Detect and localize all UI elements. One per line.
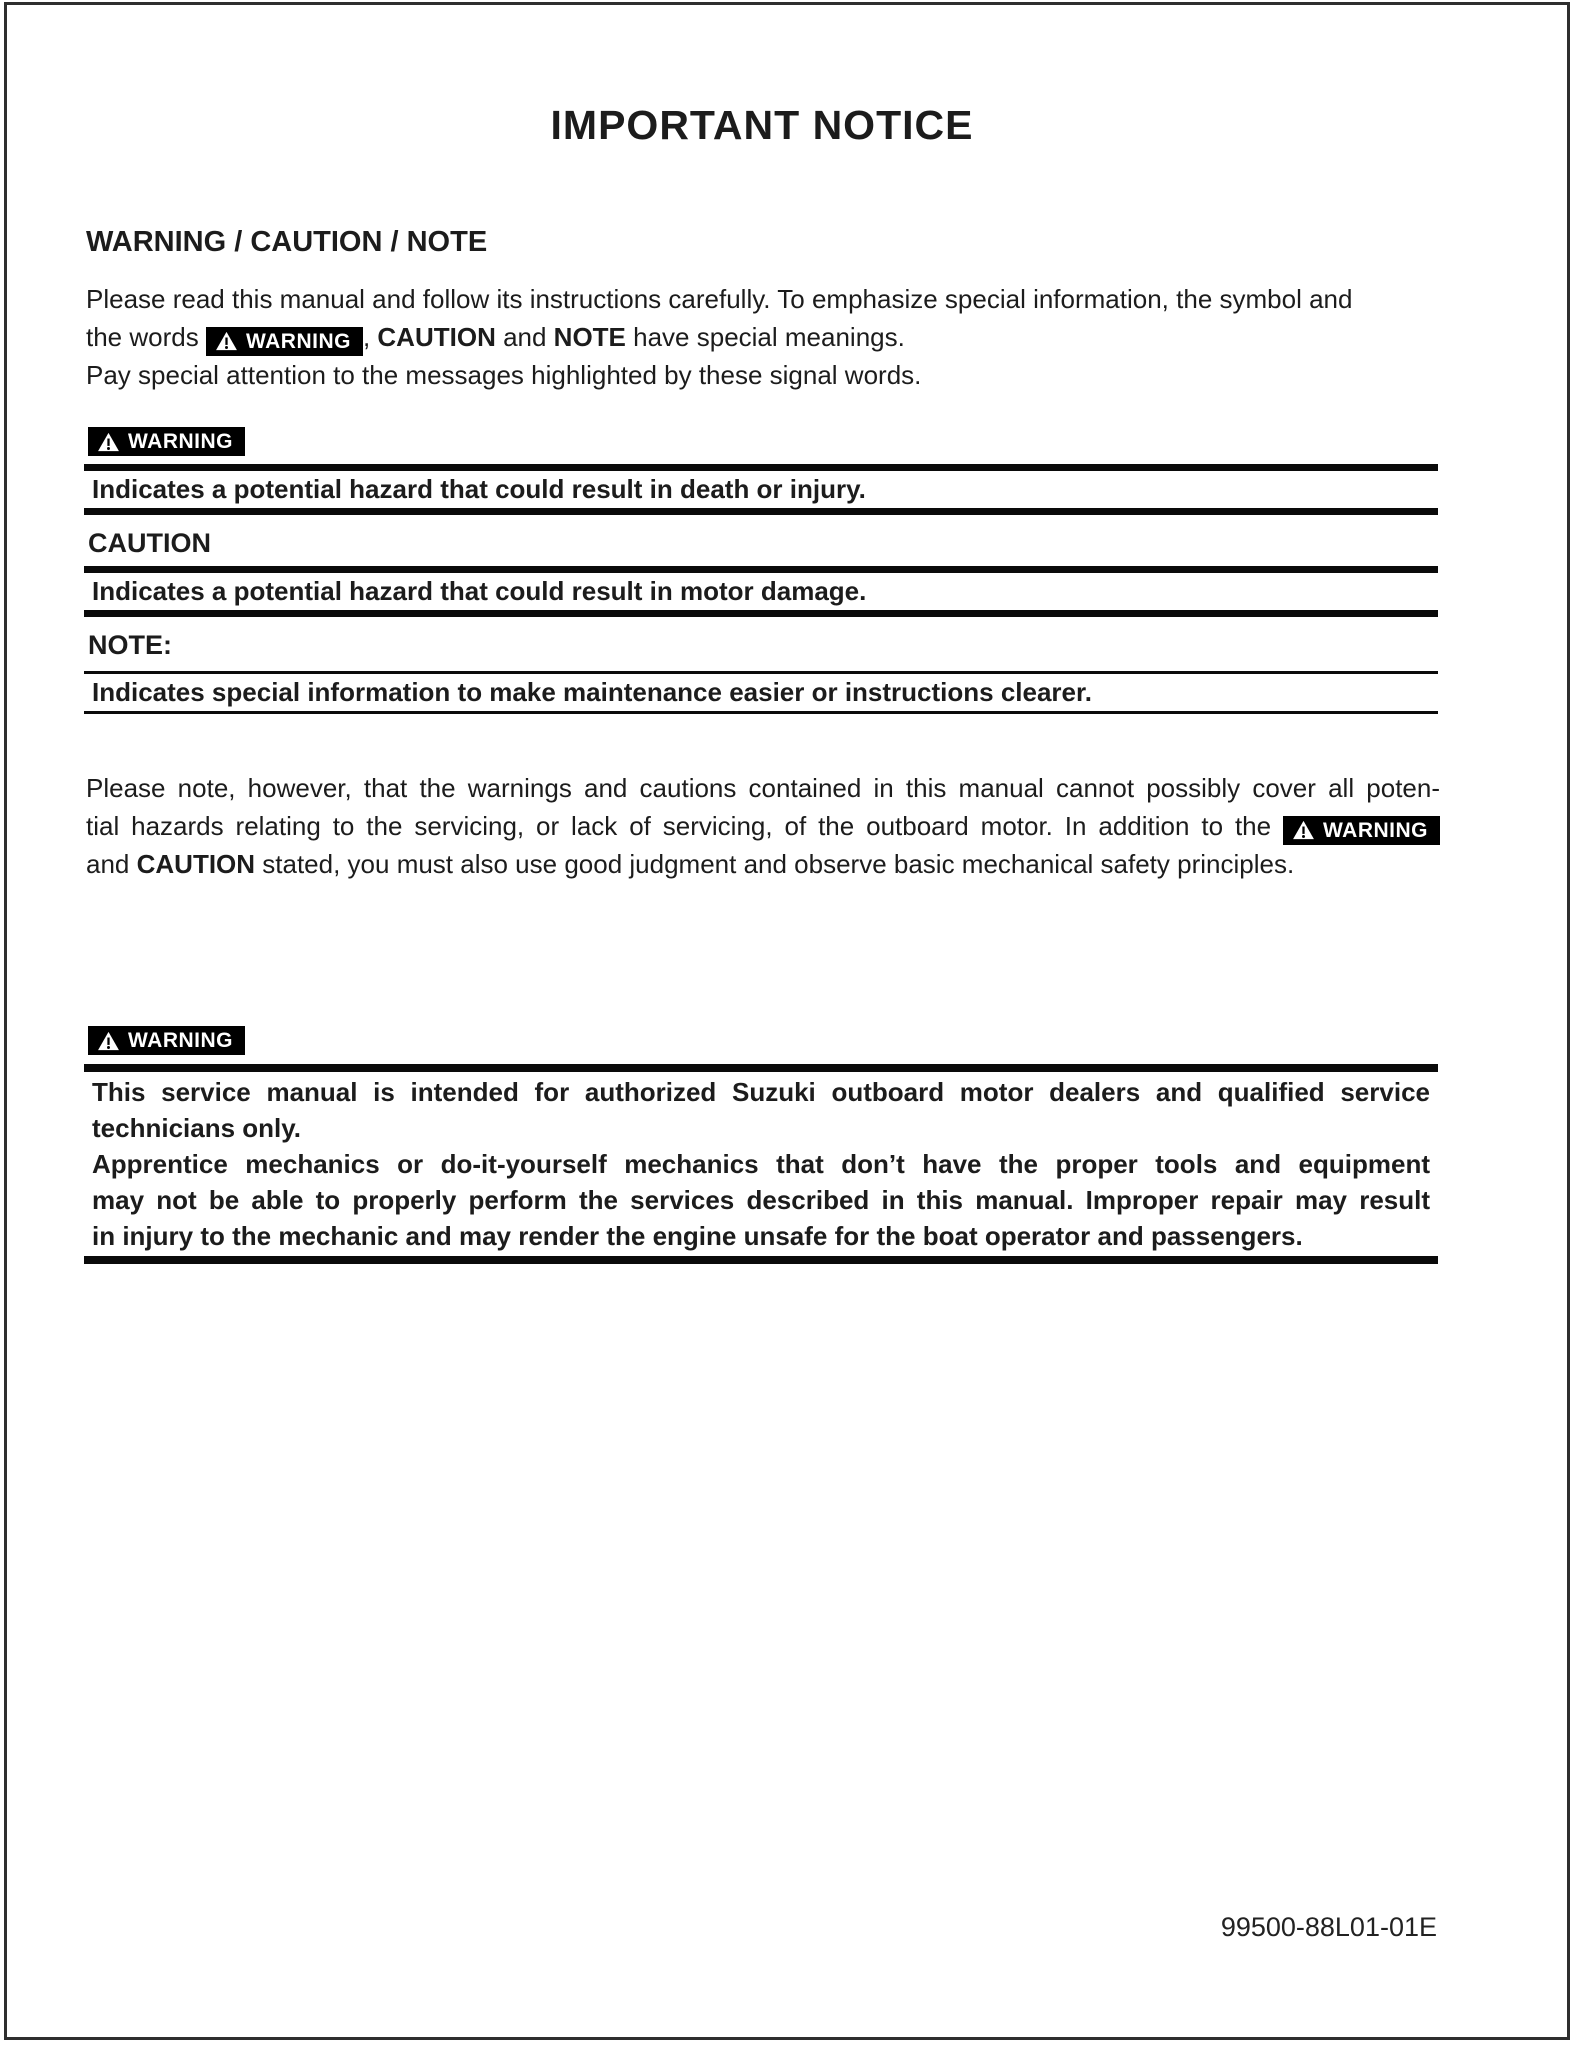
warning-triangle-icon xyxy=(1292,820,1315,840)
section-heading: WARNING / CAUTION / NOTE xyxy=(86,226,488,258)
warning-badge-label: WARNING xyxy=(1323,818,1428,842)
warning-badge-inline-1 xyxy=(206,327,363,356)
disclaimer-line2-text: tial hazards relating to the servicing, or lack of servicing, of the outboard motor. In addition to the xyxy=(86,811,1283,841)
service-warning-line: in injury to the mechanic and may render the engine unsafe for the boat operator and passengers. xyxy=(92,1221,1303,1251)
intro-paragraph xyxy=(86,280,1440,394)
warning-badge-label: WARNING xyxy=(128,430,233,453)
part-number: 99500-88L01-01E xyxy=(1220,1912,1437,1942)
warning-badge-2 xyxy=(88,1026,245,1055)
warning-definition-box: Indicates a potential hazard that could result in death or injury. xyxy=(84,464,1438,515)
disclaimer-line2 xyxy=(86,807,1440,845)
warning-badge-label: WARNING xyxy=(128,1029,233,1052)
warning-triangle-icon xyxy=(97,1031,120,1051)
intro-line2-and: and xyxy=(495,322,554,352)
intro-line2-suffix: have special meanings. xyxy=(625,322,905,352)
disclaimer-paragraph xyxy=(86,769,1440,883)
intro-line1: Please read this manual and follow its instructions carefully. To emphasize special information, the symbol and xyxy=(86,284,1353,314)
disclaimer-caution-word: CAUTION xyxy=(136,849,256,879)
intro-note-word: NOTE xyxy=(553,322,626,352)
intro-caution-word: CAUTION xyxy=(377,322,496,352)
warning-badge-label: WARNING xyxy=(245,329,351,353)
disclaimer-line1: Please note, however, that the warnings and cautions contained in this manual cannot possibly cover all poten- xyxy=(86,773,1440,803)
warning-triangle-icon xyxy=(97,432,120,452)
intro-line2-prefix: the words xyxy=(86,322,206,352)
note-definition-box: Indicates special information to make maintenance easier or instructions clearer. xyxy=(84,671,1438,714)
service-warning-line: Apprentice mechanics or do-it-yourself mechanics that don’t have the proper tools and equipment xyxy=(92,1149,1430,1179)
disclaimer-line3-suffix: stated, you must also use good judgment and observe basic mechanical safety principles. xyxy=(255,849,1295,879)
service-warning-box xyxy=(84,1064,1438,1264)
disclaimer-line3-prefix: and xyxy=(86,849,137,879)
service-warning-line: This service manual is intended for authorized Suzuki outboard motor dealers and qualified service xyxy=(92,1077,1430,1107)
intro-line2-after-badge: , xyxy=(362,322,378,352)
warning-badge-1 xyxy=(88,427,245,456)
service-warning-line: technicians only. xyxy=(92,1113,302,1143)
caution-heading: CAUTION xyxy=(88,528,211,558)
page-title: IMPORTANT NOTICE xyxy=(550,102,974,148)
caution-definition-box: Indicates a potential hazard that could result in motor damage. xyxy=(84,566,1438,617)
disclaimer-line3 xyxy=(86,845,1440,883)
note-heading: NOTE: xyxy=(88,630,172,660)
warning-badge-inline-2 xyxy=(1283,816,1440,845)
service-warning-line: may not be able to properly perform the services described in this manual. Improper repair may result xyxy=(92,1185,1430,1215)
warning-triangle-icon xyxy=(215,331,238,351)
intro-line3: Pay special attention to the messages highlighted by these signal words. xyxy=(86,360,922,390)
